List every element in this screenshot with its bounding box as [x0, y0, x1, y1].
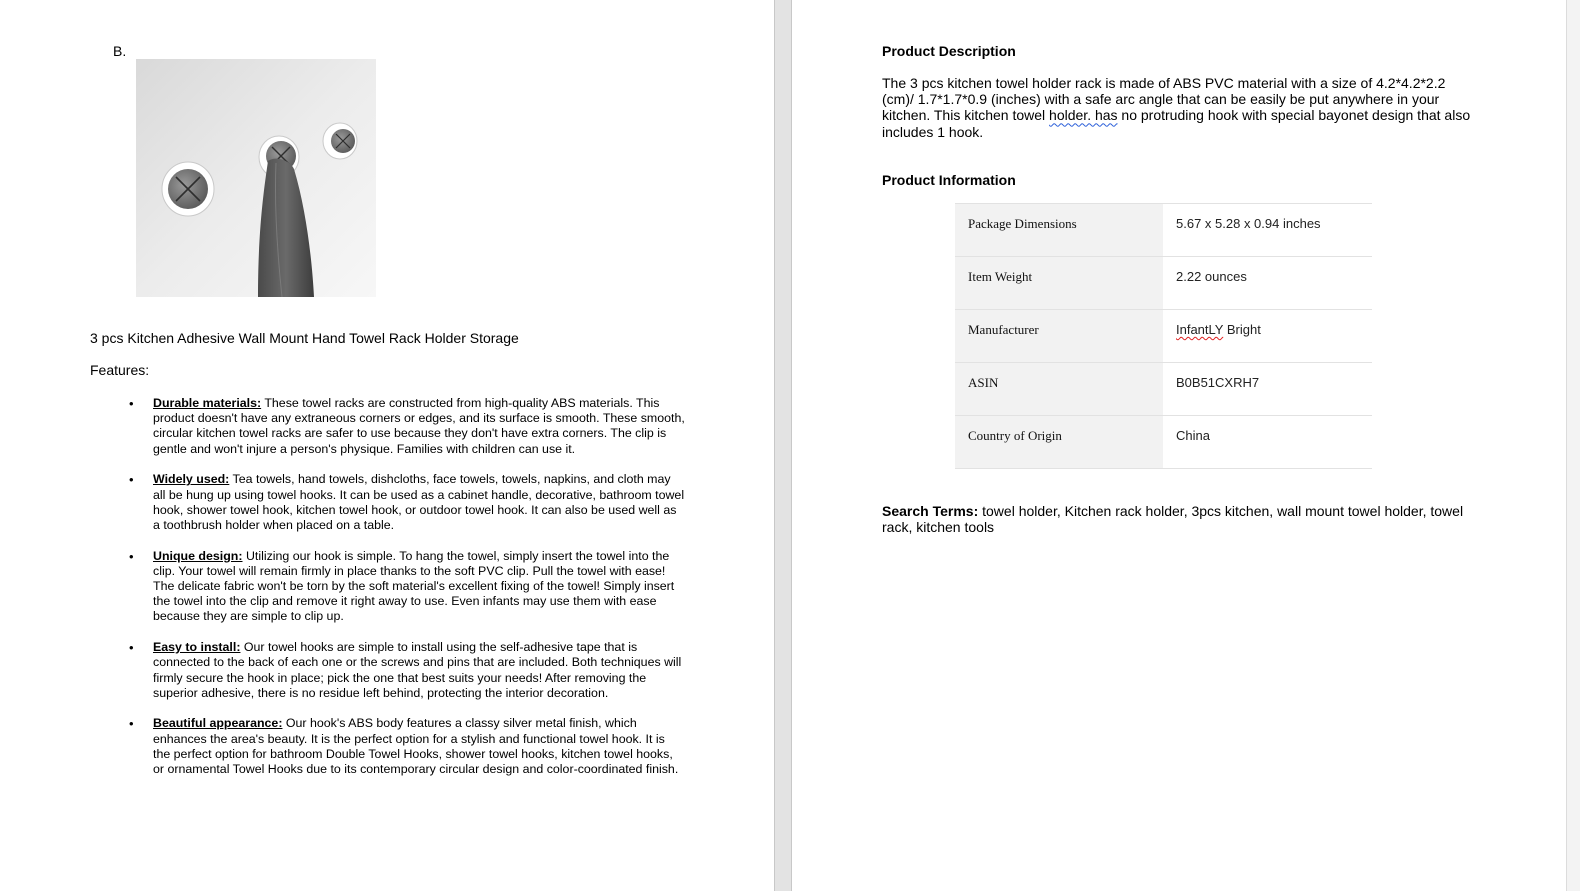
vertical-scrollbar[interactable] — [1566, 0, 1580, 891]
bullet-icon: • — [129, 716, 134, 732]
table-key: Item Weight — [955, 257, 1163, 310]
feature-text: Tea towels, hand towels, dishcloths, face towels, towels, napkins, and cloth may all be hung up using towel hooks. It can be used as a cabinet handle, decorative, bathroom towel hook, shower towel hook, kitchen towel hook, or outdoor towel hook. It can also be used well as a toothbrush holder when placed on a table. — [153, 472, 685, 532]
bullet-icon: • — [129, 548, 134, 564]
table-key: Manufacturer — [955, 310, 1163, 363]
bullet-icon: • — [129, 640, 134, 656]
table-value: 2.22 ounces — [1163, 257, 1372, 310]
features-heading: Features: — [90, 362, 150, 378]
feature-item — [129, 716, 685, 777]
search-terms — [882, 503, 1482, 535]
search-terms-value: towel holder, Kitchen rack holder, 3pcs kitchen, wall mount towel holder, towel rack, kitchen tools — [882, 503, 1464, 536]
feature-text: These towel racks are constructed from high-quality ABS materials. This product doesn't have any extraneous corners or edges, and its surface is smooth. These smooth, circular kitchen towel racks are safer to use because they don't have extra corners. The clip is gentle and won't injure a person's physique. Families with children can use it. — [153, 396, 685, 456]
feature-name: Beautiful appearance: — [153, 716, 283, 731]
feature-item — [129, 640, 685, 701]
description-part: no protruding hook with special bayonet design that also includes 1 hook. — [882, 107, 1471, 140]
feature-list — [129, 396, 685, 793]
table-value: 5.67 x 5.28 x 0.94 inches — [1163, 204, 1372, 257]
manufacturer-rest: Bright — [1223, 322, 1261, 337]
table-key: ASIN — [955, 363, 1163, 416]
grammar-flag[interactable]: holder. has — [1049, 107, 1118, 124]
feature-name: Easy to install: — [153, 640, 241, 655]
feature-item — [129, 396, 685, 457]
table-row — [955, 363, 1372, 416]
product-information-heading: Product Information — [882, 172, 1016, 188]
search-terms-label: Search Terms: — [882, 503, 979, 519]
table-row — [955, 416, 1372, 469]
product-description-heading: Product Description — [882, 43, 1016, 59]
feature-item — [129, 548, 685, 625]
table-key: Package Dimensions — [955, 204, 1163, 257]
table-value: B0B51CXRH7 — [1163, 363, 1372, 416]
bullet-icon: • — [129, 472, 134, 488]
table-value: China — [1163, 416, 1372, 469]
product-image — [136, 59, 376, 297]
feature-name: Durable materials: — [153, 396, 262, 410]
table-key: Country of Origin — [955, 416, 1163, 469]
feature-name: Unique design: — [153, 548, 243, 563]
table-value — [1163, 310, 1372, 363]
feature-item — [129, 472, 685, 533]
feature-name: Widely used: — [153, 472, 230, 487]
towel-hooks-photo — [136, 59, 376, 297]
table-row — [955, 257, 1372, 310]
product-information-table — [955, 203, 1372, 469]
feature-text: Utilizing our hook is simple. To hang the towel, simply insert the towel into the clip. Your towel will remain firmly in place thanks to the soft PVC clip. Pull the towel with ease! The delicate fabric won't be torn by the soft material's excellent fixing of the towel! Simply insert the towel into the clip and remove it right away to use. Even infants may use them with ease because they are simple to clip up. — [153, 548, 675, 624]
page-gutter — [774, 0, 792, 891]
feature-text: Our towel hooks are simple to install using the self-adhesive tape that is connected to the back of each one or the screws and pins that are included. Both techniques will firmly secure the hook in place; pick the one that best suits your needs! After removing the superior adhesive, there is no residue left behind, protecting the interior decoration. — [153, 640, 682, 700]
spelling-flag[interactable]: InfantLY — [1176, 322, 1224, 337]
product-description-text — [882, 75, 1474, 140]
table-row — [955, 310, 1372, 363]
feature-text: Our hook's ABS body features a classy silver metal finish, which enhances the area's beauty. It is the perfect option for a stylish and functional towel hook. It is the perfect option for bathroom Double Towel Hooks, shower towel hooks, kitchen towel hooks, or ornamental Towel Hooks due to its contemporary circular design and color-coordinated finish. — [153, 716, 679, 777]
product-title: 3 pcs Kitchen Adhesive Wall Mount Hand Towel Rack Holder Storage — [90, 330, 519, 346]
bullet-icon: • — [129, 396, 134, 411]
description-part: The 3 pcs kitchen towel holder rack is made of ABS PVC material with a size of 4.2*4.2*2.2 (cm)/ 1.7*1.7*0.9 (inches) with a safe arc angle that can be easily be put anywhere in your kitchen. This kitchen towel — [882, 75, 1446, 124]
table-row — [955, 204, 1372, 257]
option-letter: B. — [113, 43, 127, 59]
